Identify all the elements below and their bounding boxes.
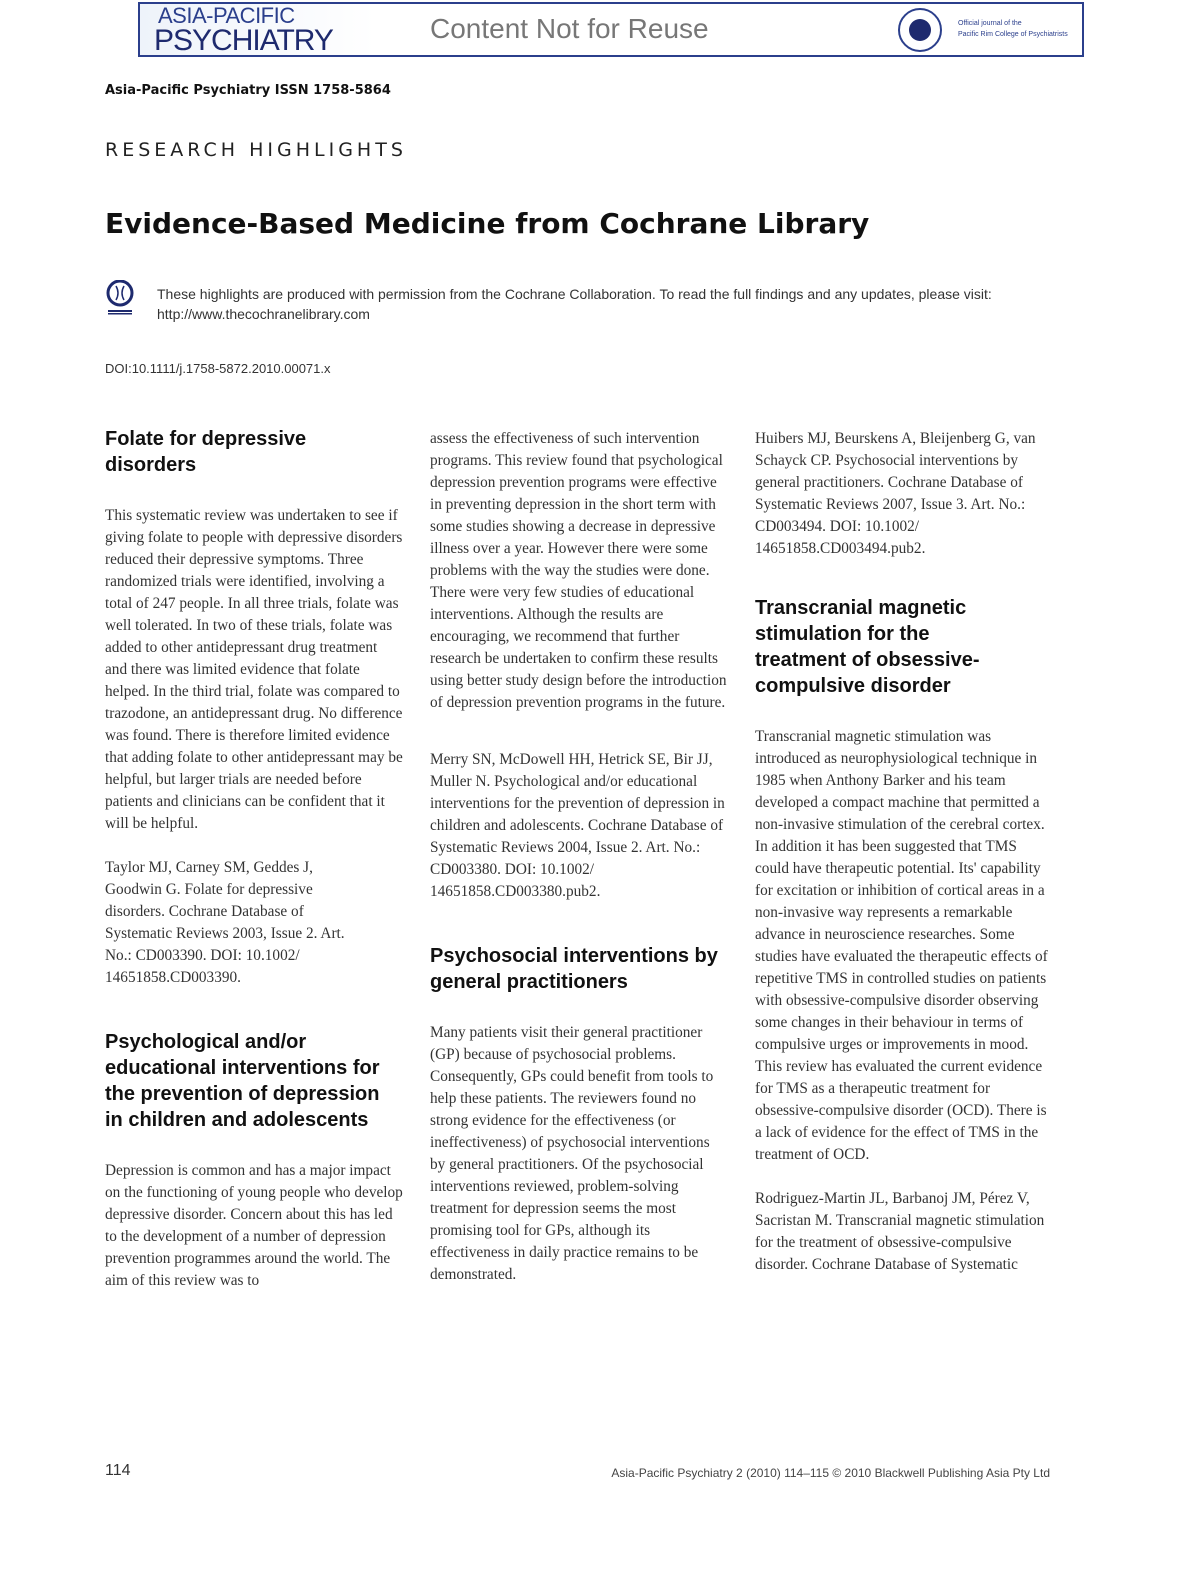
article-reference: Taylor MJ, Carney SM, Geddes J, Goodwin G. Folate for depressive disorders. Cochrane Database of Systematic Reviews 2003, Issue 2. Art. No.: CD003390. DOI: 10.1002/ 14651858.CD003390. [105, 859, 345, 986]
article-heading: Psychological and/or educational interventions for the prevention of depression in children and adolescents [105, 1031, 380, 1131]
section-label: RESEARCH HIGHLIGHTS [105, 139, 407, 161]
article-body: Depression is common and has a major impact on the functioning of young people who develop depressive disorder. Concern about this has led to the development of a number of depression prevention programmes around the world. The aim of this review was to [105, 1162, 403, 1289]
article-reference: Huibers MJ, Beurskens A, Bleijenberg G, van Schayck CP. Psychosocial interventions by general practitioners. Cochrane Database of Systematic Reviews 2007, Issue 3. Art. No.: CD003494. DOI: 10.1002/ 14651858.CD003494.pub2. [755, 430, 1036, 557]
footer-citation: Asia-Pacific Psychiatry 2 (2010) 114–115 © 2010 Blackwell Publishing Asia Pty Ltd [611, 1466, 1050, 1480]
watermark: Content Not for Reuse [430, 13, 709, 44]
college-seal-icon [898, 8, 942, 52]
official-line1: Official journal of the [958, 20, 1022, 27]
article-body: Transcranial magnetic stimulation was introduced as neurophysiological technique in 1985 when Anthony Barker and his team developed a compact machine that permitted a non-invasive stimulation of the cerebral cortex. In addition it has been suggested that TMS could have therapeutic potential. Its' capability for excitation or inhibition of cortical areas in a non-invasive way represents a remarkable advance in neuroscience researches. Some studies have evaluated the therapeutic effects of repetitive TMS in controlled studies on patients with obsessive-compulsive disorder observing some changes in their behaviour in terms of compulsive urges or improvements in mood. This review has evaluated the current evidence for TMS as a therapeutic treatment for obsessive-compulsive disorder (OCD). There is a lack of evidence for the effect of TMS in the treatment of OCD. [755, 728, 1048, 1163]
journal-issn: Asia-Pacific Psychiatry ISSN 1758-5864 [105, 83, 391, 98]
cochrane-logo-icon [105, 280, 135, 316]
permission-notice: These highlights are produced with permission from the Cochrane Collaboration. To read the full findings and any updates, please visit: http://www.thecochranelibrary.com [157, 286, 992, 322]
journal-logo-line2: PSYCHIATRY [154, 24, 333, 57]
page-number: 114 [105, 1462, 131, 1479]
article-body: Many patients visit their general practitioner (GP) because of psychosocial problems. Consequently, GPs could benefit from tools to help these patients. The reviewers found no strong evidence for the effectiveness (or ineffectiveness) of psychosocial interventions by general practitioners. Of the psychosocial interventions reviewed, problem-solving treatment for depression seems the most promising tool for GPs, although its effectiveness in daily practice remains to be demonstrated. [430, 1024, 714, 1283]
doi: DOI:10.1111/j.1758-5872.2010.00071.x [105, 361, 331, 376]
official-journal-text [958, 18, 1068, 40]
journal-logo-line1: ASIA-PACIFIC [158, 3, 295, 28]
article-reference: Merry SN, McDowell HH, Hetrick SE, Bir JJ, Muller N. Psychological and/or educational interventions for the prevention of depression in children and adolescents. Cochrane Database of Systematic Reviews 2004, Issue 2. Art. No.: CD003380. DOI: 10.1002/ 14651858.CD003380.pub2. [430, 751, 725, 900]
article-heading: Psychosocial interventions by general practitioners [430, 945, 718, 993]
article-reference: Rodriguez-Martin JL, Barbanoj JM, Pérez V, Sacristan M. Transcranial magnetic stimulation for the treatment of obsessive-compulsive disorder. Cochrane Database of Systematic [755, 1190, 1045, 1273]
article-heading: Transcranial magnetic stimulation for the treatment of obsessive-compulsive disorder [755, 597, 980, 697]
article-body: This systematic review was undertaken to see if giving folate to people with depressive disorders reduced their depressive symptoms. Three randomized trials were identified, involving a total of 247 people. In all three trials, folate was well tolerated. In two of these trials, folate was added to other antidepressant drug treatment and there was limited evidence that folate helped. In the third trial, folate was compared to trazodone, an antidepressant drug. No difference was found. There is therefore limited evidence that adding folate to other antidepressant may be helpful, but larger trials are needed before patients and clinicians can be confident that it will be helpful. [105, 507, 403, 832]
page-title: Evidence-Based Medicine from Cochrane Library [105, 207, 870, 240]
article-heading: Folate for depressive disorders [105, 428, 307, 476]
column-1 [105, 426, 403, 1292]
article-body: assess the effectiveness of such intervention programs. This review found that psychological depression prevention programs were effective in preventing depression in the short term with some studies showing a decrease in depressive illness over a year. However there were some problems with the way the studies were done. There were very few studies of educational interventions. Although the results are encouraging, we recommend that further research be undertaken to confirm these results using better study design before the introduction of depression prevention programs in the future. [430, 430, 727, 711]
column-2 [430, 428, 728, 1286]
official-line2: Pacific Rim College of Psychiatrists [958, 31, 1068, 38]
column-3 [755, 428, 1053, 1276]
